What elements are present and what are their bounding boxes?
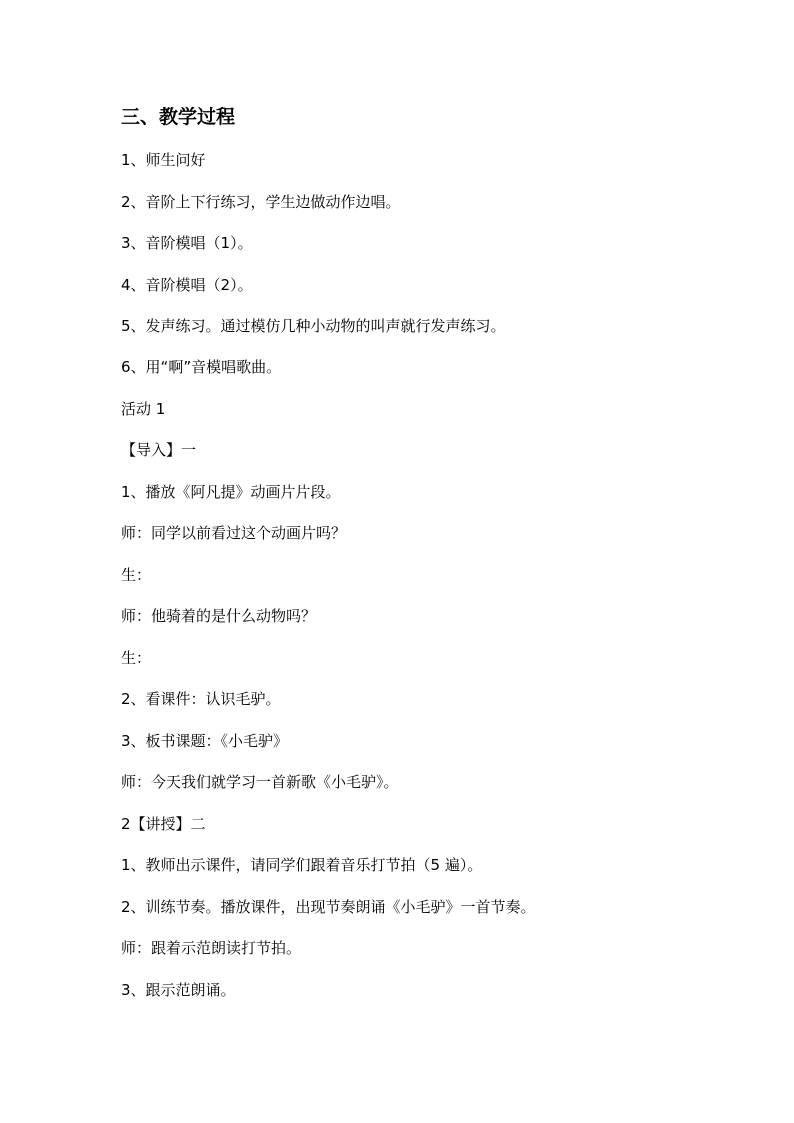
- text-line: 4、音阶模唱（2）。: [121, 276, 253, 294]
- section-heading: 三、教学过程: [121, 106, 236, 128]
- activity-label: 活动 1: [121, 400, 166, 418]
- text-line: 3、跟示范朗诵。: [121, 981, 236, 999]
- section-label-intro: 【导入】一: [121, 441, 197, 459]
- dialogue-line: 师：今天我们就学习一首新歌《小毛驴》。: [121, 773, 399, 791]
- text-line: 1、师生问好: [121, 151, 206, 169]
- dialogue-line: 师：同学以前看过这个动画片吗？: [121, 524, 347, 542]
- text-line: 5、发声练习。通过模仿几种小动物的叫声就行发声练习。: [121, 317, 506, 335]
- text-line: 2、音阶上下行练习，学生边做动作边唱。: [121, 193, 401, 211]
- dialogue-line: 生：: [121, 566, 152, 584]
- text-line: 3、音阶模唱（1）。: [121, 234, 253, 252]
- dialogue-line: 生：: [121, 649, 152, 667]
- text-line: 2、看课件：认识毛驴。: [121, 690, 281, 708]
- section-label-lecture: 2【讲授】二: [121, 815, 206, 833]
- text-line: 1、播放《阿凡提》动画片片段。: [121, 483, 341, 501]
- text-line: 6、用“啊”音模唱歌曲。: [121, 358, 282, 376]
- dialogue-line: 师：跟着示范朗读打节拍。: [121, 939, 302, 957]
- text-line: 3、板书课题：《小毛驴》: [121, 732, 289, 750]
- text-line: 1、教师出示课件，请同学们跟着音乐打节拍（5 遍）。: [121, 856, 483, 874]
- text-line: 2、训练节奏。播放课件，出现节奏朗诵《小毛驴》一首节奏。: [121, 898, 536, 916]
- dialogue-line: 师：他骑着的是什么动物吗？: [121, 607, 317, 625]
